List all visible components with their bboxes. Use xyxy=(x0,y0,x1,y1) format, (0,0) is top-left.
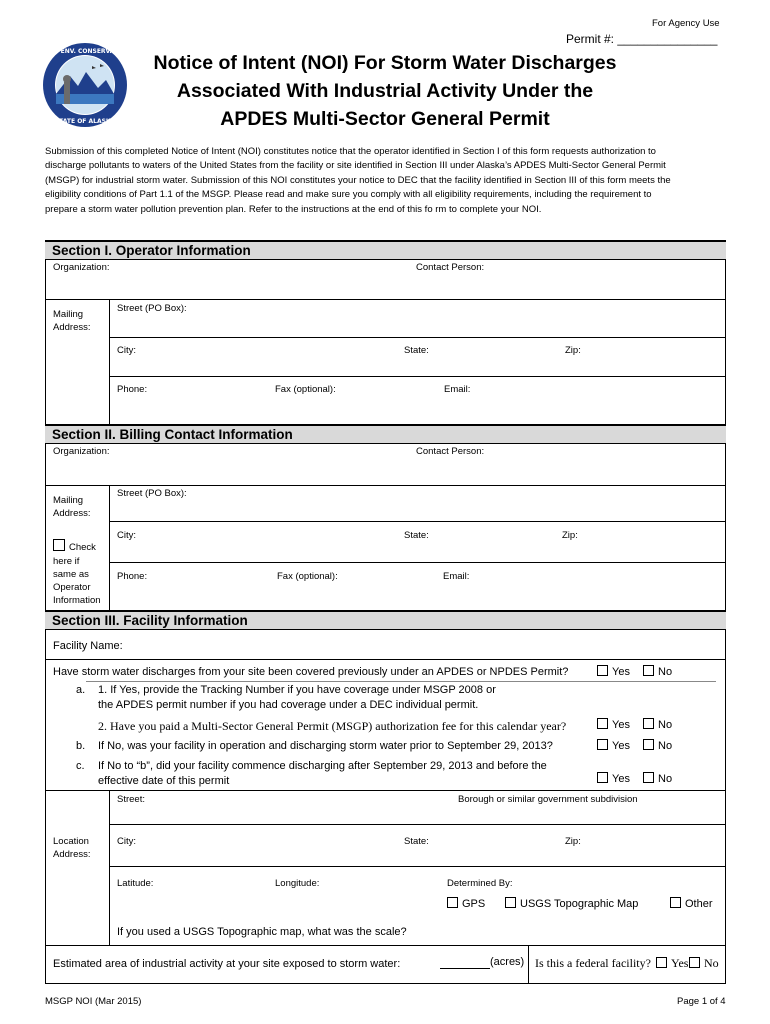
s2-organization-label: Organization: xyxy=(53,446,110,457)
question-c-yes[interactable]: Yes xyxy=(597,772,630,785)
intro-line: eligibility conditions of Part 1.1 of the MSGP. Please read and make sure you comply with all eligibility requirements, including the requirement to xyxy=(45,189,652,200)
location-label: Location xyxy=(53,836,89,847)
fee-paid-no[interactable]: No xyxy=(643,718,672,731)
same-as-operator-label: same as xyxy=(53,569,89,580)
facility-name-label: Facility Name: xyxy=(53,640,123,652)
s1-email-label: Email: xyxy=(444,384,471,395)
determined-by-gps[interactable]: GPS xyxy=(447,897,485,910)
permit-number-field[interactable]: Permit #: _______________ xyxy=(566,32,718,46)
question-c-letter: c. xyxy=(76,760,85,772)
s2-email-label: Email: xyxy=(443,571,470,582)
location-address-label: Address: xyxy=(53,849,91,860)
s2-city-label: City: xyxy=(117,530,136,541)
svg-text:DEPT. ENV. CONSERVATION: DEPT. ENV. CONSERVATION xyxy=(42,48,128,55)
question-b-letter: b. xyxy=(76,740,86,752)
s1-mailing-label: Mailing xyxy=(53,309,84,320)
s1-fax-label: Fax (optional): xyxy=(275,384,336,395)
intro-line: discharge pollutants to waters of the United States from the facility or site identified in Section III under Alaska’s APDES Multi-Sector General Permit xyxy=(45,160,666,171)
s2-mailing-label: Mailing xyxy=(53,495,84,506)
question-a-line1: 1. If Yes, provide the Tracking Number if you have coverage under MSGP 2008 or xyxy=(98,684,496,696)
s2-fax-label: Fax (optional): xyxy=(277,571,338,582)
section3-heading: Section III. Facility Information xyxy=(45,610,726,630)
location-zip-label: Zip: xyxy=(565,836,581,847)
question-a-line2: the APDES permit number if you had coverage under a DEC individual permit. xyxy=(98,699,479,711)
latitude-label: Latitude: xyxy=(117,878,154,889)
agency-use-label: For Agency Use xyxy=(652,18,720,29)
location-street-label: Street: xyxy=(117,794,145,805)
s1-phone-label: Phone: xyxy=(117,384,148,395)
page-title-line3: APDES Multi-Sector General Permit xyxy=(220,108,550,130)
question-c-no[interactable]: No xyxy=(643,772,672,785)
federal-facility-question: Is this a federal facility? xyxy=(535,956,651,970)
s1-street-label: Street (PO Box): xyxy=(117,303,187,314)
s2-phone-label: Phone: xyxy=(117,571,148,582)
question-c-line2: effective date of this permit xyxy=(98,775,230,787)
same-as-operator-label: Operator xyxy=(53,582,91,593)
page-title-line1: Notice of Intent (NOI) For Storm Water Discharges xyxy=(153,52,617,74)
usgs-scale-question: If you used a USGS Topographic map, what was the scale? xyxy=(117,926,407,938)
s2-address-label: Address: xyxy=(53,508,91,519)
federal-no[interactable]: No xyxy=(689,956,719,971)
longitude-label: Longitude: xyxy=(275,878,320,889)
s1-zip-label: Zip: xyxy=(565,345,581,356)
footer-form-id: MSGP NOI (Mar 2015) xyxy=(45,996,142,1007)
location-state-label: State: xyxy=(404,836,429,847)
page-title-line2: Associated With Industrial Activity Under the xyxy=(176,80,594,102)
prior-coverage-no[interactable]: No xyxy=(643,665,672,678)
federal-yes[interactable]: Yes xyxy=(656,956,688,971)
same-as-operator-checkbox[interactable]: Check xyxy=(53,539,96,553)
acres-label: (acres) xyxy=(490,956,525,968)
area-question: Estimated area of industrial activity at your site exposed to storm water: xyxy=(53,958,401,970)
s1-address-label: Address: xyxy=(53,322,91,333)
s2-zip-label: Zip: xyxy=(562,530,578,541)
s2-contact-person-label: Contact Person: xyxy=(416,446,485,457)
borough-label: Borough or similar government subdivision xyxy=(458,794,638,805)
same-as-operator-label: here if xyxy=(53,556,80,567)
section1-heading: Section I. Operator Information xyxy=(45,240,726,260)
s1-state-label: State: xyxy=(404,345,429,356)
fee-paid-yes[interactable]: Yes xyxy=(597,718,630,731)
question-b-yes[interactable]: Yes xyxy=(597,739,630,752)
footer-page-number: Page 1 of 4 xyxy=(677,996,726,1007)
same-as-operator-label: Information xyxy=(53,595,101,606)
question-a-letter: a. xyxy=(76,684,86,696)
s1-city-label: City: xyxy=(117,345,136,356)
s1-organization-label: Organization: xyxy=(53,262,110,273)
intro-line: Submission of this completed Notice of Intent (NOI) constitutes notice that the operator identified in Section I of this form requests authorization to xyxy=(45,146,656,157)
location-city-label: City: xyxy=(117,836,136,847)
prior-coverage-question: Have storm water discharges from your site been covered previously under an APDES or NPDES Permit? xyxy=(53,666,569,678)
prior-coverage-yes[interactable]: Yes xyxy=(597,665,630,678)
question-b-no[interactable]: No xyxy=(643,739,672,752)
fee-paid-question: 2. Have you paid a Multi-Sector General Permit (MSGP) authorization fee for this calendar year? xyxy=(98,719,567,733)
determined-by-other[interactable]: Other xyxy=(670,897,713,910)
svg-text:STATE OF ALASKA: STATE OF ALASKA xyxy=(54,118,116,125)
intro-line: (MSGP) for industrial storm water. Submission of this NOI constitutes your notice to DEC that the facility identified in Section III of this form meets the xyxy=(45,175,671,186)
determined-by-usgs[interactable]: USGS Topographic Map xyxy=(505,897,638,910)
question-c-line1: If No to “b”, did your facility commence discharging after September 29, 2013 and before the xyxy=(98,760,547,772)
question-b: If No, was your facility in operation and discharging storm water prior to September 29, 2013? xyxy=(98,740,553,752)
s1-contact-person-label: Contact Person: xyxy=(416,262,485,273)
determined-by-label: Determined By: xyxy=(447,878,513,889)
s2-state-label: State: xyxy=(404,530,429,541)
s2-street-label: Street (PO Box): xyxy=(117,488,187,499)
section2-heading: Section II. Billing Contact Information xyxy=(45,424,726,444)
intro-line: prepare a storm water pollution prevention plan. Refer to the instructions at the end of this fo rm to complete your NOI. xyxy=(45,204,542,215)
